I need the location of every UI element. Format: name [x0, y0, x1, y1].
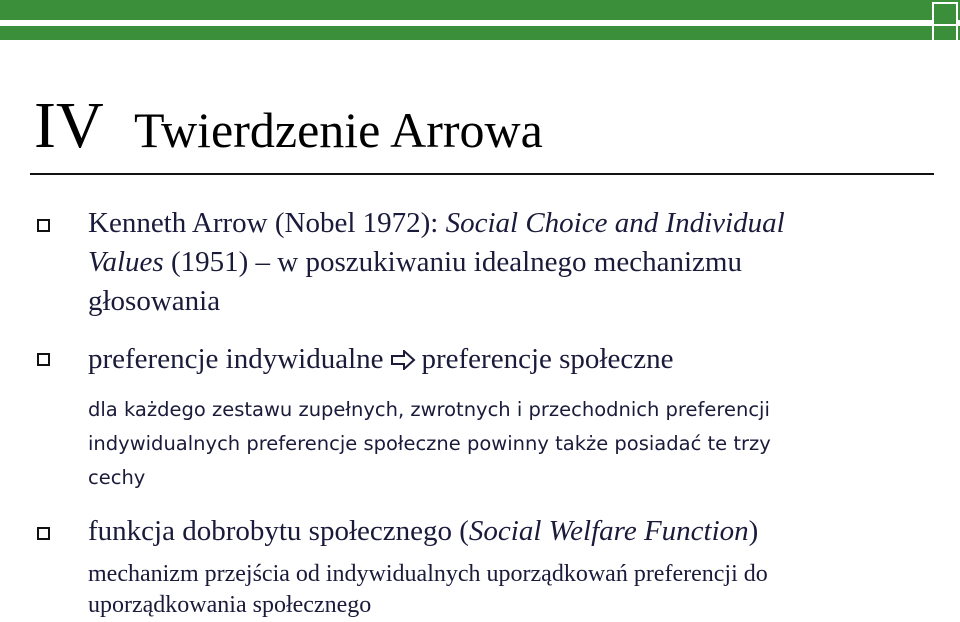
bullet-3-italic: Social Welfare Function: [468, 515, 749, 547]
bullet-2-right: preferencje społeczne: [421, 343, 674, 375]
bullet-2-sub-line-2: indywidualnych preferencje społeczne powinny także posiadać te trzy: [88, 432, 771, 455]
corner-square-lower: [932, 26, 958, 42]
bullet-1-italic-title-2: Values: [88, 246, 164, 278]
right-arrow-outline-icon: [390, 342, 416, 381]
bullet-3-text: [88, 512, 928, 551]
bullet-square-icon: [37, 527, 50, 540]
bullet-2-left: preferencje indywidualne: [88, 343, 384, 375]
title-underline: [30, 173, 934, 175]
top-strip-lower: [0, 26, 960, 40]
bullet-2-sub-line-3: cechy: [88, 466, 146, 489]
bullet-3-subtext: [88, 559, 948, 621]
bullet-square-icon: [37, 353, 50, 366]
bullet-3-part1: funkcja dobrobytu społecznego (: [88, 515, 469, 547]
corner-square-upper: [932, 2, 958, 26]
bullet-1-part3: głosowania: [88, 285, 221, 317]
bullet-2-text: [88, 340, 928, 381]
bullet-3-sub-line-1: mechanizm przejścia od indywidualnych uporządkowań preferencji do: [88, 561, 768, 587]
title-number: IV: [34, 89, 104, 162]
bullet-3-sub-line-2: uporządkowania społecznego: [88, 592, 372, 618]
top-strip-upper: [0, 0, 960, 20]
bullet-1-italic-title-1: Social Choice and Individual: [445, 207, 785, 239]
top-decor-bar: [0, 0, 960, 46]
bullet-2-sub-line-1: dla każdego zestawu zupełnych, zwrotnych i przechodnich preferencji: [88, 398, 770, 421]
title-text: Twierdzenie Arrowa: [134, 102, 543, 158]
bullet-1-text: [88, 204, 928, 321]
bullet-1-part2: (1951) – w poszukiwaniu idealnego mechanizmu: [163, 246, 742, 278]
bullet-1-part1: Kenneth Arrow (Nobel 1972):: [88, 207, 446, 239]
bullet-square-icon: [37, 219, 50, 232]
bullet-2-subtext: [88, 393, 928, 495]
slide-title: [34, 88, 543, 164]
bullet-3-part2: ): [748, 515, 759, 547]
